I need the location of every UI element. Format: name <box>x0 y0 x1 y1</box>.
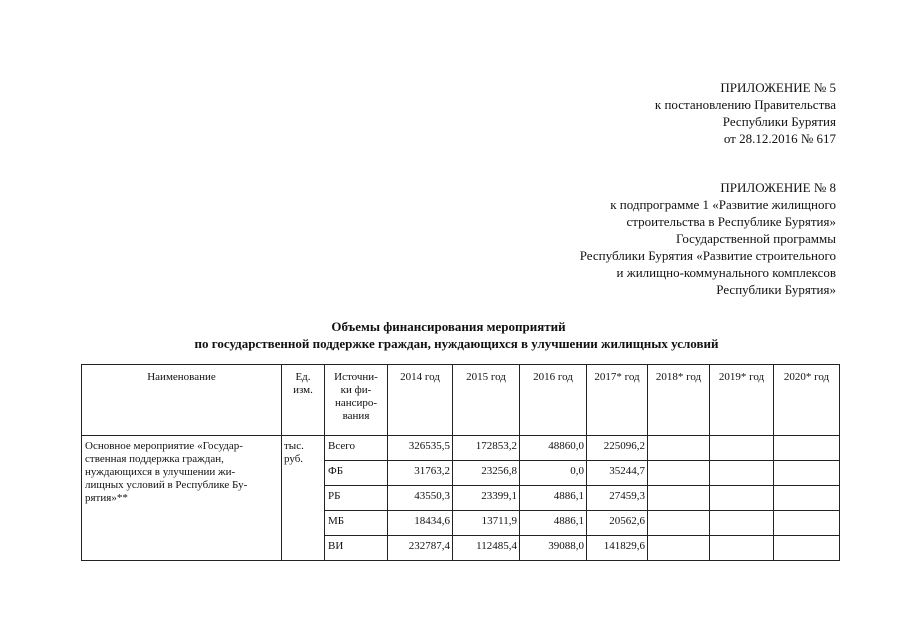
value-cell: 35244,7 <box>587 461 648 486</box>
value-cell <box>774 461 840 486</box>
appendix-8-line: к подпрограмме 1 «Развитие жилищного <box>610 197 836 212</box>
measure-unit-line: тыс. <box>284 440 304 452</box>
value-cell: 0,0 <box>520 461 587 486</box>
value-cell <box>648 511 710 536</box>
value-cell: 43550,3 <box>388 486 453 511</box>
header-year-2017: 2017* год <box>587 365 648 436</box>
header-year-2015: 2015 год <box>453 365 520 436</box>
measure-name <box>82 436 282 561</box>
document-title-line-2: по государственной поддержке граждан, нуждающихся в улучшении жилищных условий <box>194 336 719 351</box>
appendix-8-line: Республики Бурятия» <box>716 282 836 297</box>
value-cell: 326535,5 <box>388 436 453 461</box>
measure-unit-line: руб. <box>284 453 304 465</box>
value-cell <box>648 461 710 486</box>
appendix-8-line: Республики Бурятия «Развитие строительного <box>579 248 836 263</box>
value-cell <box>710 436 774 461</box>
value-cell <box>710 536 774 561</box>
appendix-5-title: ПРИЛОЖЕНИЕ № 5 <box>720 80 836 95</box>
value-cell <box>648 536 710 561</box>
value-cell <box>648 486 710 511</box>
measure-name-line: лищных условий в Республике Бу- <box>85 479 248 491</box>
value-cell: 4886,1 <box>520 486 587 511</box>
value-cell: 141829,6 <box>587 536 648 561</box>
appendix-8-line: Государственной программы <box>675 231 836 246</box>
value-cell: 39088,0 <box>520 536 587 561</box>
value-cell: 23399,1 <box>453 486 520 511</box>
value-cell: 4886,1 <box>520 511 587 536</box>
header-unit-line: Ед. <box>295 371 311 383</box>
source-cell: Всего <box>325 436 388 461</box>
value-cell: 13711,9 <box>453 511 520 536</box>
value-cell: 225096,2 <box>587 436 648 461</box>
appendix-8-line: строительства в Республике Бурятия» <box>626 214 836 229</box>
header-year-2020: 2020* год <box>774 365 840 436</box>
header-year-2014: 2014 год <box>388 365 453 436</box>
appendix-5-header <box>655 79 836 147</box>
header-name: Наименование <box>82 365 282 436</box>
value-cell: 112485,4 <box>453 536 520 561</box>
source-cell: ВИ <box>325 536 388 561</box>
value-cell: 172853,2 <box>453 436 520 461</box>
value-cell <box>774 511 840 536</box>
financing-table <box>81 364 840 561</box>
header-unit-line: изм. <box>293 384 313 396</box>
value-cell: 48860,0 <box>520 436 587 461</box>
header-year-2016: 2016 год <box>520 365 587 436</box>
value-cell <box>774 536 840 561</box>
table-row <box>82 436 840 461</box>
value-cell <box>774 486 840 511</box>
value-cell: 27459,3 <box>587 486 648 511</box>
value-cell <box>710 461 774 486</box>
table-header-row <box>82 365 840 436</box>
source-cell: МБ <box>325 511 388 536</box>
value-cell: 31763,2 <box>388 461 453 486</box>
value-cell: 18434,6 <box>388 511 453 536</box>
source-cell: РБ <box>325 486 388 511</box>
header-source-line: ки фи- <box>340 384 372 396</box>
header-source <box>325 365 388 436</box>
header-source-line: нансиро- <box>334 397 378 409</box>
appendix-5-line: Республики Бурятия <box>722 114 836 129</box>
appendix-5-line: к постановлению Правительства <box>654 97 836 112</box>
document-title-line-1: Объемы финансирования мероприятий <box>331 319 566 334</box>
value-cell <box>710 486 774 511</box>
measure-name-line: ственная поддержка граждан, <box>85 453 224 465</box>
header-year-2018: 2018* год <box>648 365 710 436</box>
measure-name-line: Основное мероприятие «Государ- <box>85 440 243 452</box>
measure-name-line: рятия»** <box>85 492 128 504</box>
value-cell <box>648 436 710 461</box>
source-cell: ФБ <box>325 461 388 486</box>
appendix-8-title: ПРИЛОЖЕНИЕ № 8 <box>720 180 836 195</box>
measure-name-line: нуждающихся в улучшении жи- <box>85 466 236 478</box>
measure-unit <box>282 436 325 561</box>
value-cell <box>774 436 840 461</box>
header-unit <box>282 365 325 436</box>
header-year-2019: 2019* год <box>710 365 774 436</box>
appendix-5-date: от 28.12.2016 № 617 <box>723 131 836 146</box>
value-cell: 232787,4 <box>388 536 453 561</box>
appendix-8-line: и жилищно-коммунального комплексов <box>616 265 836 280</box>
header-source-line: Источни- <box>334 371 378 383</box>
appendix-8-header <box>580 179 836 298</box>
value-cell: 23256,8 <box>453 461 520 486</box>
header-source-line: вания <box>342 410 370 422</box>
value-cell: 20562,6 <box>587 511 648 536</box>
value-cell <box>710 511 774 536</box>
